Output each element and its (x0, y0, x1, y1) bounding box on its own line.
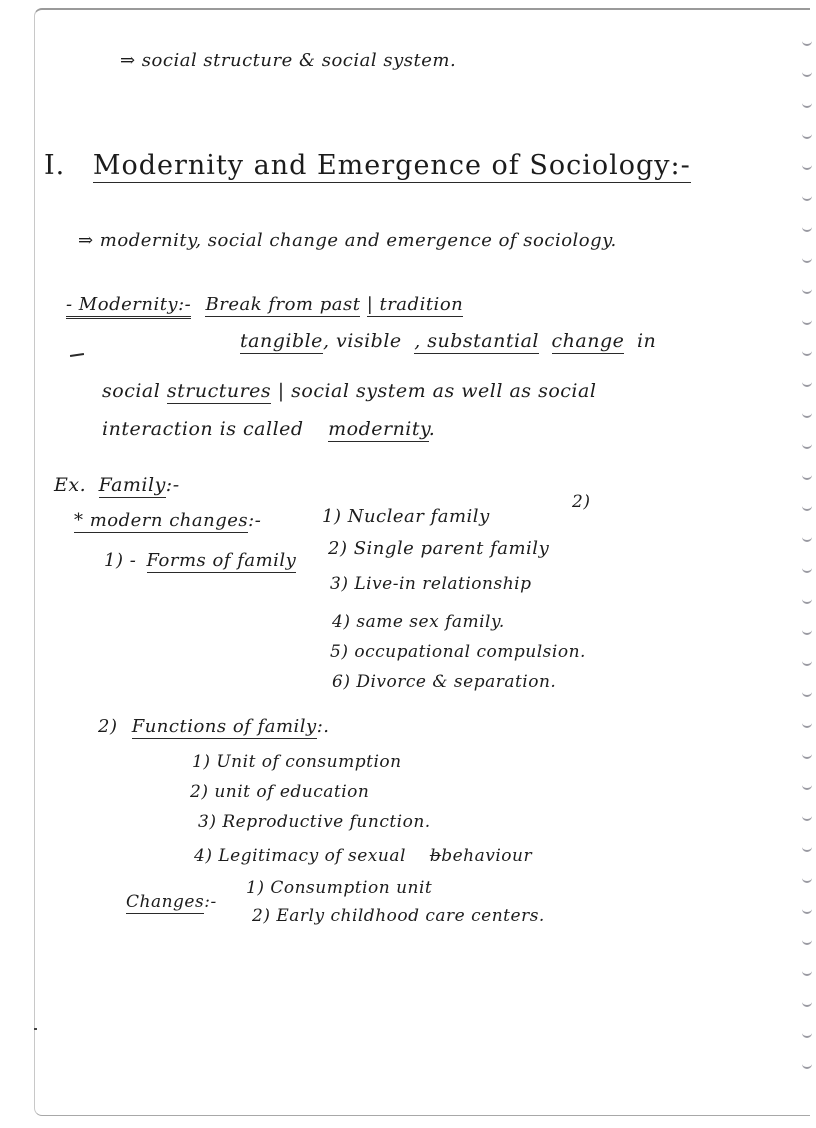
word-tangible: tangible (240, 330, 323, 352)
spiral-mark (802, 319, 812, 325)
spiral-mark (802, 877, 812, 883)
spiral-mark (802, 505, 812, 511)
word-change: change (551, 330, 625, 352)
spiral-mark (802, 908, 812, 914)
definition-line-4 (102, 418, 435, 440)
modern-changes-label: * modern changes (74, 510, 249, 531)
spiral-mark (802, 722, 812, 728)
definition-text-a2: | tradition (366, 294, 464, 315)
definition-text-d1: interaction is called (102, 418, 304, 440)
spiral-mark (802, 629, 812, 635)
example-heading (54, 474, 180, 496)
definition-text-a1: Break from past (205, 294, 361, 315)
spiral-mark (802, 257, 812, 263)
spiral-mark (802, 40, 812, 46)
spiral-mark (802, 846, 812, 852)
changes-item-1: 1) Consumption unit (246, 878, 433, 898)
forms-prefix: 1) - (104, 550, 137, 571)
functions-heading (98, 716, 330, 737)
functions-item-3: 3) Reproductive function. (198, 812, 431, 832)
definition-term: - Modernity:- (66, 294, 191, 319)
spiral-mark (802, 1001, 812, 1007)
section-heading (44, 150, 691, 181)
spiral-mark (802, 753, 812, 759)
forms-item-6: 6) Divorce & separation. (332, 672, 557, 692)
struck-letter: b (429, 846, 442, 866)
functions-label: Functions of family (131, 716, 317, 737)
spiral-mark (802, 133, 812, 139)
example-topic: Family (98, 474, 166, 496)
spiral-mark (802, 195, 812, 201)
forms-item-1: 1) Nuclear family (322, 506, 490, 527)
word-in: in (636, 330, 657, 352)
spiral-mark (802, 102, 812, 108)
spiral-mark (802, 474, 812, 480)
scan-speck (34, 1028, 37, 1030)
spiral-mark (802, 939, 812, 945)
functions-prefix: 2) (98, 716, 118, 737)
spiral-mark (802, 691, 812, 697)
spiral-mark (802, 350, 812, 356)
word-visible: , visible (322, 330, 402, 352)
functions-item-4-tail: behaviour (441, 846, 533, 866)
forms-label: Forms of family (146, 550, 297, 571)
spiral-mark (802, 598, 812, 604)
changes-heading (126, 892, 217, 912)
subtopic-line: ⇒ modernity, social change and emergence of sociology. (78, 230, 617, 251)
spiral-mark (802, 164, 812, 170)
changes-suffix: :- (204, 892, 217, 912)
changes-label: Changes (126, 892, 205, 912)
functions-item-4 (194, 846, 532, 866)
spiral-mark (802, 784, 812, 790)
definition-line-3 (102, 380, 596, 402)
spiral-mark (802, 815, 812, 821)
spiral-mark (802, 660, 812, 666)
forms-item-4: 4) same sex family. (332, 612, 505, 632)
word-substantial: , substantial (414, 330, 539, 352)
spiral-mark (802, 1032, 812, 1038)
modern-changes-heading (74, 510, 261, 531)
forms-item-5: 5) occupational compulsion. (330, 642, 586, 662)
definition-line-2 (240, 330, 656, 352)
spiral-mark (802, 381, 812, 387)
functions-item-1: 1) Unit of consumption (192, 752, 402, 772)
spiral-mark (802, 536, 812, 542)
word-structures: structures (166, 380, 272, 402)
intro-line: ⇒ social structure & social system. (120, 50, 457, 71)
modern-changes-suffix: :- (248, 510, 262, 531)
side-note: 2) (572, 492, 591, 512)
example-label: Ex. (54, 474, 87, 496)
forms-item-2: 2) Single parent family (328, 538, 550, 559)
spiral-mark (802, 567, 812, 573)
spiral-mark (802, 226, 812, 232)
spiral-mark (802, 1063, 812, 1069)
spiral-mark (802, 443, 812, 449)
spiral-mark (802, 412, 812, 418)
section-title: Modernity and Emergence of Sociology:- (92, 150, 691, 181)
forms-item-3: 3) Live-in relationship (330, 574, 532, 594)
forms-heading (104, 550, 296, 571)
definition-line-1 (66, 294, 463, 315)
word-modernity: modernity (328, 418, 429, 440)
spiral-mark (802, 970, 812, 976)
word-social: social (102, 380, 161, 402)
example-topic-suffix: :- (165, 474, 180, 496)
period: . (428, 418, 436, 440)
changes-item-2: 2) Early childhood care centers. (252, 906, 545, 926)
functions-item-2: 2) unit of education (190, 782, 370, 802)
spiral-mark (802, 288, 812, 294)
functions-item-4-text: 4) Legitimacy of sexual (194, 846, 406, 866)
definition-text-c3: | social system as well as social (277, 380, 597, 402)
section-numeral: I. (44, 150, 66, 181)
functions-suffix: :. (316, 716, 330, 737)
spiral-mark (802, 71, 812, 77)
